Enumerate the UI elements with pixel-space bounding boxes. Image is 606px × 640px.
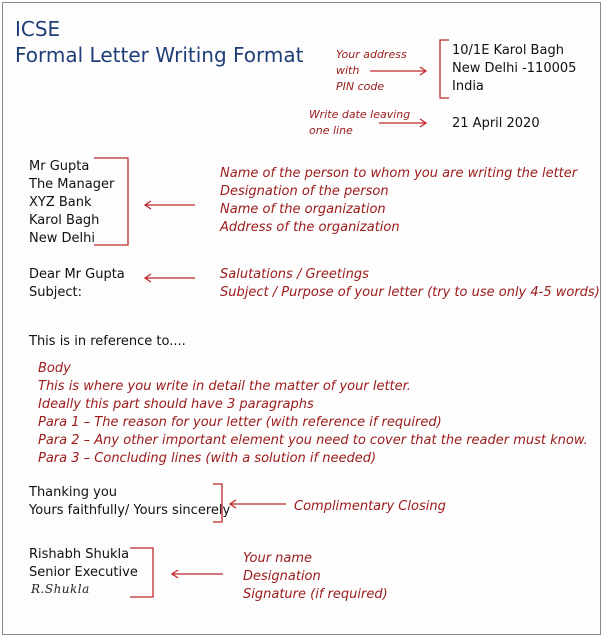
page-title: Formal Letter Writing Format [15, 43, 304, 67]
recipient-line: Mr Gupta [29, 159, 90, 174]
arrow-closing [230, 500, 286, 508]
body-note: Ideally this part should have 3 paragraphs [38, 397, 314, 412]
closing-line: Thanking you [29, 485, 118, 500]
sender-note-3: PIN code [336, 80, 385, 93]
signoff-name: Rishabh Shukla [29, 547, 130, 562]
salutation-line: Dear Mr Gupta [29, 267, 125, 282]
arrow-date [379, 119, 426, 127]
closing-bracket [213, 484, 222, 522]
recipient-line: The Manager [29, 177, 115, 192]
arrow-salutation [145, 274, 195, 282]
date-note-2: one line [309, 124, 353, 137]
sender-note-1: Your address [336, 48, 407, 61]
signoff-note: Your name [243, 551, 313, 566]
subject-line: Subject: [29, 285, 82, 300]
body-note: Para 3 – Concluding lines (with a solution if needed) [38, 451, 377, 466]
signoff-note: Designation [243, 569, 321, 584]
recipient-note: Name of the organization [220, 202, 386, 217]
exam-label: ICSE [15, 17, 61, 41]
sender-address-line: 10/1E Karol Bagh [452, 43, 564, 58]
recipient-note: Designation of the person [220, 184, 389, 199]
arrow-sender [370, 67, 426, 75]
body-note: Para 2 – Any other important element you need to cover that the reader must know. [38, 433, 588, 448]
closing-note: Complimentary Closing [294, 499, 446, 514]
body-note: Para 1 – The reason for your letter (with reference if required) [38, 415, 442, 430]
signoff-bracket [130, 548, 153, 597]
recipient-line: Karol Bagh [29, 213, 100, 228]
body-note: Body [38, 361, 71, 376]
subject-note: Subject / Purpose of your letter (try to use only 4-5 words) [220, 285, 600, 300]
closing-line: Yours faithfully/ Yours sincerely [29, 503, 231, 518]
signoff-note: Signature (if required) [243, 587, 388, 602]
body-note: This is where you write in detail the matter of your letter. [38, 379, 411, 394]
recipient-line: New Delhi [29, 231, 95, 246]
letter-date: 21 April 2020 [452, 116, 540, 131]
salutation-note: Salutations / Greetings [220, 267, 369, 282]
date-note-1: Write date leaving [309, 108, 411, 121]
arrow-signoff [172, 570, 223, 578]
sender-note-2: with [336, 64, 360, 77]
recipient-note: Address of the organization [220, 220, 400, 235]
sender-bracket [440, 40, 449, 98]
arrow-recipient [145, 201, 195, 209]
sender-address-line: New Delhi -110005 [452, 61, 577, 76]
recipient-line: XYZ Bank [29, 195, 92, 210]
recipient-bracket [94, 158, 128, 245]
recipient-note: Name of the person to whom you are writing the letter [220, 166, 578, 181]
signoff-designation: Senior Executive [29, 565, 138, 580]
body-opening: This is in reference to.... [29, 334, 186, 349]
signature: R.Shukla [31, 582, 90, 596]
sender-address-line: India [452, 79, 484, 94]
